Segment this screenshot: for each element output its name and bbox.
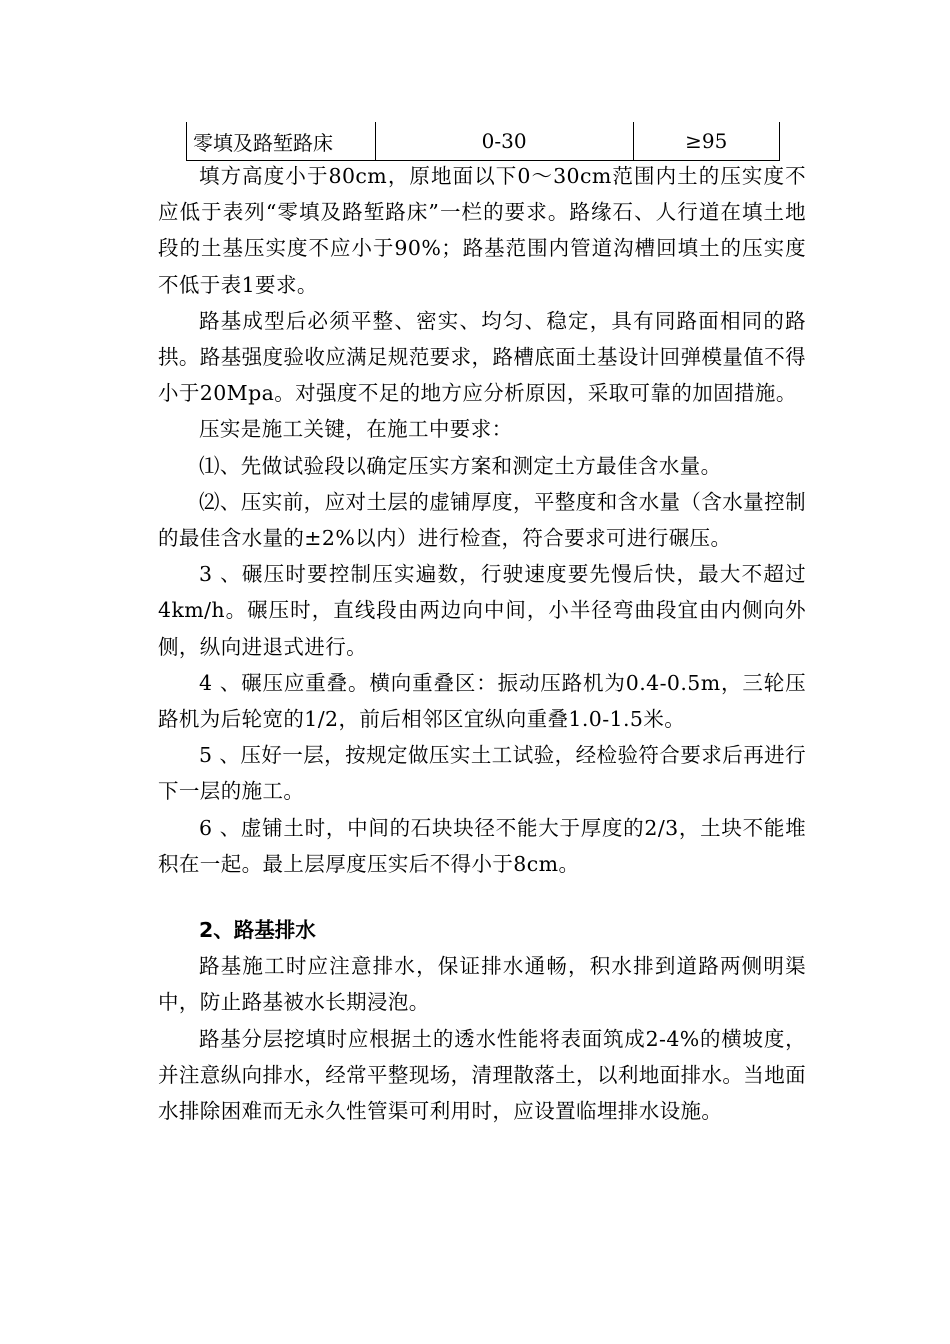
list-item-3: 3 、碾压时要控制压实遍数，行驶速度要先慢后快，最大不超过4km/h。碾压时，直线段由两边向中间，小半径弯曲段宜由内侧向外侧，纵向进退式进行。 bbox=[158, 562, 806, 659]
table-cell-compaction: ≥95 bbox=[633, 122, 779, 161]
section-heading-drainage: 2、路基排水 bbox=[199, 918, 316, 943]
section-spacer bbox=[158, 882, 806, 912]
list-item-5: 5 、压好一层，按规定做压实土工试验，经检验符合要求后再进行下一层的施工。 bbox=[158, 743, 806, 804]
paragraph-roadbed-forming: 路基成型后必须平整、密实、均匀、稳定，具有同路面相同的路拱。路基强度验收应满足规范要求，路槽底面土基设计回弹模量值不得小于20Mpa。对强度不足的地方应分析原因，采取可靠的加固措施。 bbox=[158, 308, 806, 406]
list-item-6: 6 、虚铺土时，中间的石块块径不能大于厚度的2/3，土块不能堆积在一起。最上层厚度压实后不得小于8cm。 bbox=[158, 815, 806, 876]
compaction-table bbox=[186, 122, 780, 161]
list-item-4: 4 、碾压应重叠。横向重叠区：振动压路机为0.4-0.5m，三轮压路机为后轮宽的1/2，前后相邻区宜纵向重叠1.0-1.5米。 bbox=[158, 670, 806, 732]
paragraph-drainage-2: 路基分层挖填时应根据土的透水性能将表面筑成2-4%的横坡度，并注意纵向排水，经常平整现场，清理散落土，以利地面排水。当地面水排除困难而无永久性管渠可利用时，应设置临埋排水设施。 bbox=[158, 1026, 806, 1124]
list-item-2: ⑵、压实前，应对土层的虚铺厚度，平整度和含水量（含水量控制的最佳含水量的±2%以内）进行检查，符合要求可进行碾压。 bbox=[158, 489, 806, 551]
table-cell-depth-range: 0-30 bbox=[375, 122, 633, 161]
paragraph-fill-height: 填方高度小于80cm，原地面以下0～30cm范围内土的压实度不应低于表列“零填及路堑路床”一栏的要求。路缘石、人行道在填土地段的土基压实度不应小于90%；路基范围内管道沟槽回填土的压实度不低于表1要求。 bbox=[158, 164, 806, 297]
body-text bbox=[158, 158, 806, 1129]
table-cell-category: 零填及路堑路床 bbox=[187, 122, 376, 161]
list-item-1: ⑴、先做试验段以确定压实方案和测定土方最佳含水量。 bbox=[199, 453, 722, 478]
paragraph-drainage-1: 路基施工时应注意排水，保证排水通畅，积水排到道路两侧明渠中，防止路基被水长期浸泡。 bbox=[158, 954, 806, 1015]
paragraph-compaction-key: 压实是施工关键，在施工中要求： bbox=[199, 417, 513, 442]
table-row bbox=[187, 122, 780, 161]
